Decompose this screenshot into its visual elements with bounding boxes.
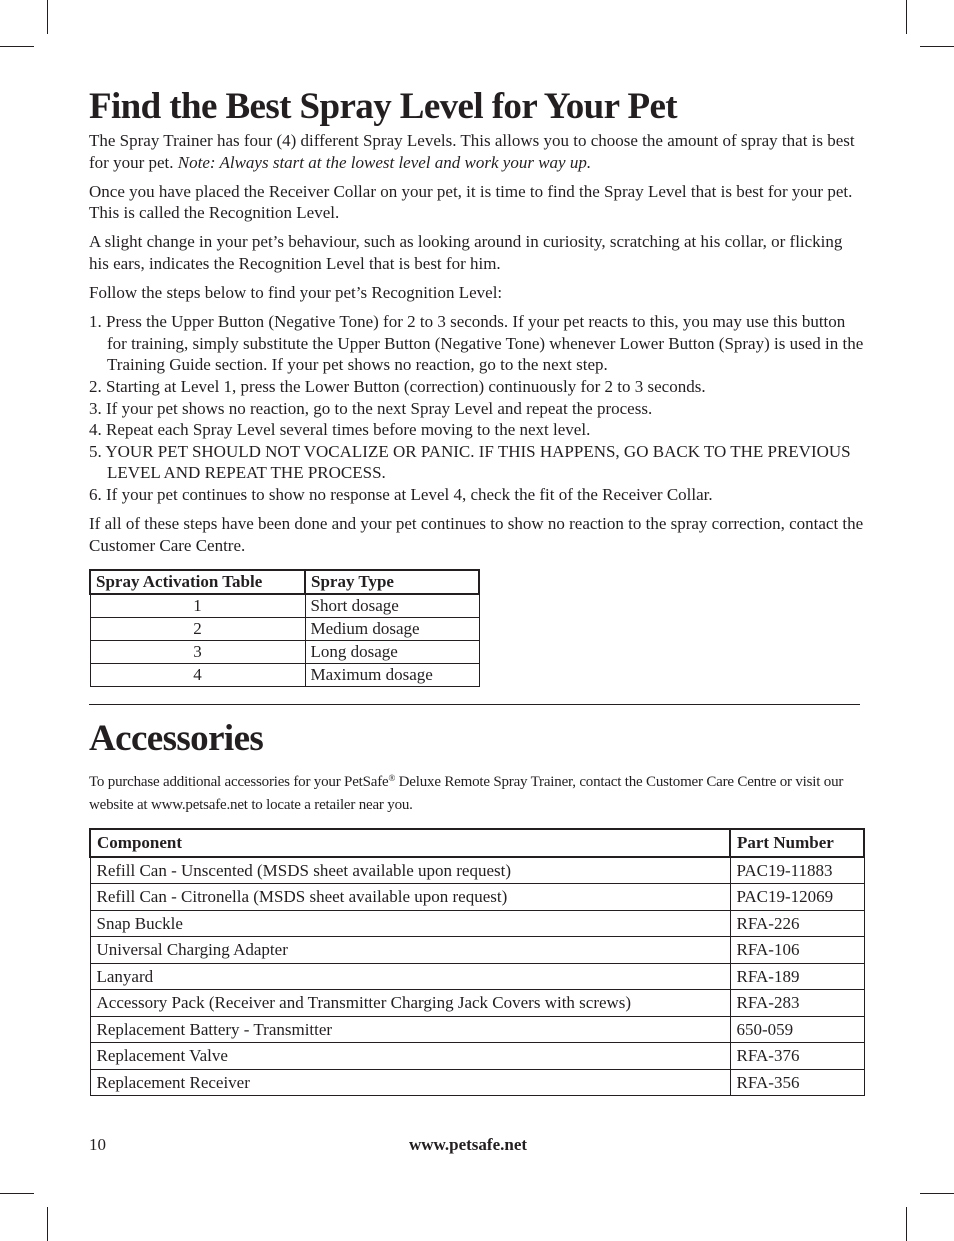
step-item: 2. Starting at Level 1, press the Lower Button (correction) continuously for 2 to 3 seconds.: [89, 376, 706, 396]
table-row: [90, 1069, 864, 1096]
table-row: [90, 910, 864, 937]
step-item: 5. YOUR PET SHOULD NOT VOCALIZE OR PANIC. IF THIS HAPPENS, GO BACK TO THE PREVIOUS LEVEL AND REPEAT THE PROCESS.: [89, 441, 851, 483]
part-number-cell: RFA-356: [730, 1069, 864, 1096]
crop-mark: [920, 46, 954, 47]
crop-mark: [920, 1193, 954, 1194]
part-number-cell: RFA-226: [730, 910, 864, 937]
table-row: [90, 594, 479, 618]
step-item: 3. If your pet shows no reaction, go to the next Spray Level and repeat the process.: [89, 398, 653, 418]
steps-list: [89, 311, 865, 505]
column-header: Component: [90, 829, 730, 857]
part-number-cell: RFA-283: [730, 990, 864, 1017]
registered-mark: ®: [388, 773, 396, 784]
table-row: [90, 990, 864, 1017]
crop-mark: [0, 1193, 34, 1194]
part-number-cell: RFA-106: [730, 937, 864, 964]
component-cell: Refill Can - Unscented (MSDS sheet available upon request): [90, 857, 730, 884]
table-header-row: [90, 570, 479, 594]
spray-type-cell: Long dosage: [305, 641, 479, 664]
table-header-row: [90, 829, 864, 857]
level-cell: 3: [90, 641, 305, 664]
component-cell: Replacement Battery - Transmitter: [90, 1016, 730, 1043]
steps-intro: Follow the steps below to find your pet’s Recognition Level:: [89, 283, 503, 303]
component-cell: Lanyard: [90, 963, 730, 990]
level-cell: 2: [90, 618, 305, 641]
accessories-heading: Accessories: [89, 718, 264, 760]
recognition-paragraph: Once you have placed the Receiver Collar on your pet, it is time to find the Spray Level that is best for your pet. This is called the Recognition Level.: [89, 181, 853, 223]
page-number: 10: [89, 1135, 106, 1154]
intro-paragraph: [89, 130, 865, 173]
component-cell: Accessory Pack (Receiver and Transmitter Charging Jack Covers with screws): [90, 990, 730, 1017]
component-cell: Replacement Valve: [90, 1043, 730, 1070]
table-row: [90, 937, 864, 964]
spray-activation-table: [89, 569, 480, 687]
spray-type-cell: Short dosage: [305, 594, 479, 618]
column-header: Part Number: [730, 829, 864, 857]
crop-mark: [47, 0, 48, 34]
component-cell: Replacement Receiver: [90, 1069, 730, 1096]
component-cell: Snap Buckle: [90, 910, 730, 937]
component-cell: Refill Can - Citronella (MSDS sheet available upon request): [90, 884, 730, 911]
part-number-cell: PAC19-11883: [730, 857, 864, 884]
table-row: [90, 963, 864, 990]
step-item: 6. If your pet continues to show no response at Level 4, check the fit of the Receiver Collar.: [89, 484, 713, 504]
crop-mark: [906, 1207, 907, 1241]
part-number-cell: 650-059: [730, 1016, 864, 1043]
table-row: [90, 618, 479, 641]
table-row: [90, 857, 864, 884]
section-divider: [89, 704, 860, 705]
step-item: 1. Press the Upper Button (Negative Tone) for 2 to 3 seconds. If your pet reacts to this, you may use this button for training, simply substitute the Upper Button (Negative Tone) whenever Lower Button (Spray) is used in the Training Guide section. If your pet shows no reaction, go to the next step.: [89, 312, 864, 375]
accessories-intro-text: To purchase additional accessories for your PetSafe: [89, 774, 389, 791]
closing-paragraph: If all of these steps have been done and your pet continues to show no reaction to the spray correction, contact the Customer Care Centre.: [89, 514, 864, 555]
spray-type-cell: Medium dosage: [305, 618, 479, 641]
page-content: [89, 84, 865, 1096]
page-title: Find the Best Spray Level for Your Pet: [89, 86, 678, 127]
step-item: 4. Repeat each Spray Level several times before moving to the next level.: [89, 420, 591, 440]
table-row: [90, 1016, 864, 1043]
table-row: [90, 641, 479, 664]
column-header: Spray Activation Table: [90, 570, 305, 594]
spray-type-cell: Maximum dosage: [305, 664, 479, 687]
intro-note: Note: Always start at the lowest level and work your way up.: [177, 152, 592, 172]
table-row: [90, 664, 479, 687]
accessories-intro-text: Deluxe Remote Spray Trainer, contact the Customer Care Centre or visit our website at www.petsafe.net to locate a retailer near you.: [89, 774, 844, 813]
part-number-cell: RFA-376: [730, 1043, 864, 1070]
level-cell: 4: [90, 664, 305, 687]
accessories-table: [89, 828, 865, 1096]
level-cell: 1: [90, 594, 305, 618]
crop-mark: [0, 46, 34, 47]
crop-mark: [47, 1207, 48, 1241]
table-row: [90, 1043, 864, 1070]
accessories-intro: [89, 767, 865, 816]
column-header: Spray Type: [305, 570, 479, 594]
part-number-cell: PAC19-12069: [730, 884, 864, 911]
component-cell: Universal Charging Adapter: [90, 937, 730, 964]
crop-mark: [906, 0, 907, 34]
behaviour-paragraph: A slight change in your pet’s behaviour, such as looking around in curiosity, scratching at his collar, or flicking his ears, indicates the Recognition Level that is best for him.: [89, 232, 843, 273]
table-row: [90, 884, 864, 911]
part-number-cell: RFA-189: [730, 963, 864, 990]
footer-url: www.petsafe.net: [409, 1135, 528, 1154]
intro-text: The Spray Trainer has four (4) different Spray Levels. This allows you to choose the amount of spray that is best for your pet.: [89, 131, 855, 172]
